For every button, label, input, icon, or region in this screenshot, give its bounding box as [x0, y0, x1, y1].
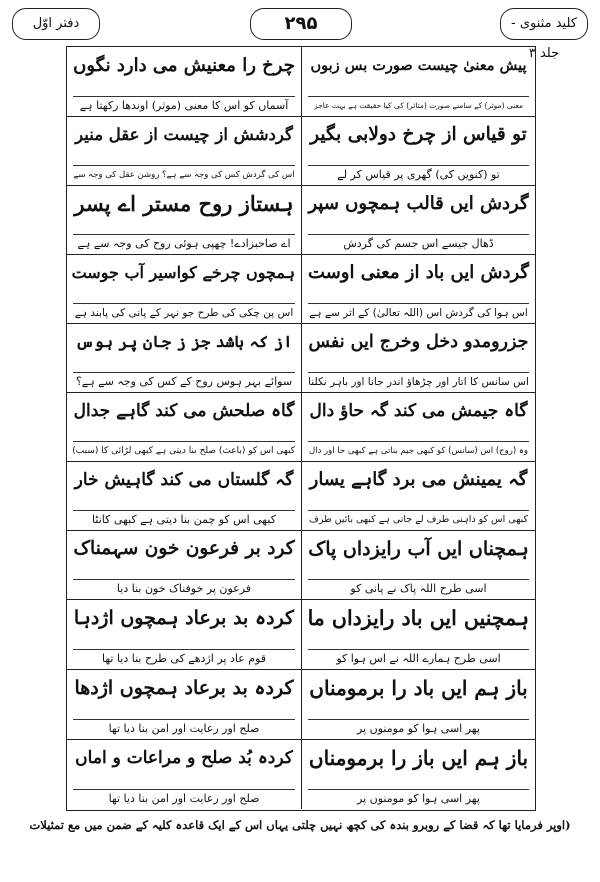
translation-text: صلح اور رعایت اور امن بنا دیا تھا [73, 719, 295, 736]
verse-text: ہمچنیں ایں باد رایزداں ما [307, 606, 529, 630]
page-header [12, 8, 588, 61]
translation-text: کبھی اس کو داہنی طرف لے جاتی ہے کبھی بائیں طرف [308, 510, 529, 527]
verse-row [67, 530, 535, 600]
verse-table [66, 46, 536, 811]
book-title: کلید مثنوی - جلد ۳ [500, 8, 588, 40]
translation-text: سوائے بہر ہوس روح کے کس کی وجہ سے ہے؟ [73, 372, 295, 389]
translation-text: وہ (روح) اس (سانس) کو کبھی جیم بناتی ہے کبھی حا اور دال [308, 441, 529, 458]
verse-text: گہ گلستاں می کند گاہیش خار [74, 470, 294, 490]
left-couplet [67, 254, 301, 323]
verse-row [67, 461, 535, 531]
verse-text: ہمچناں ایں آب رایزداں پاک [308, 538, 529, 560]
verse-text: باز ہم ایں باز را برمومناں [308, 746, 529, 770]
verse-text: گاہ صلحش می کند گاہے جدال [73, 401, 295, 421]
verse-row [67, 323, 535, 393]
left-couplet [67, 323, 301, 392]
footer-note: (اوپر فرمایا تھا کہ قضا کے روبرو بندہ کی کچھ نہیں چلتی یہاں اس کے ایک قاعدہ کلیہ کے ضمن میں مع تمثیلات [29, 818, 571, 832]
translation-text: اے صاحبزادے! چھپی ہوئی روح کی وجہ سے ہے [73, 234, 295, 251]
right-couplet [301, 47, 535, 116]
translation-text: اسی طرح اللہ پاک نے پانی کو [308, 579, 529, 596]
translation-text: معنی (موثر) کے سامنے صورت (متاثر) کی کیا حقیقت ہے بہت عاجز [308, 96, 529, 113]
translation-text: قوم عاد پر اژدھے کی طرح بنا دیا تھا [73, 649, 295, 666]
translation-text: آسماں کو اس کا معنی (موثر) اوندھا رکھتا ہے [73, 96, 295, 113]
verse-row [67, 669, 535, 740]
right-couplet [301, 530, 535, 599]
translation-text: کبھی اس کو چمن بنا دیتی ہے کبھی کانٹا [73, 510, 295, 527]
translation-text: اس سانس کا اتار اور چڑھاؤ اندر جانا اور باہر نکلنا [308, 372, 529, 389]
section-label: دفتر اوّل [12, 8, 100, 40]
verse-text: پیش معنیٰ چیست صورت بس زبوں [310, 57, 527, 74]
right-couplet [301, 669, 535, 739]
verse-text: کردہ بد برعاد ہمچوں اژدھا [74, 677, 294, 699]
translation-text: اس پن چکی کی طرح جو نہر کے پانی کی پابند ہے [73, 303, 295, 320]
left-couplet [67, 599, 301, 669]
translation-text: اس ہوا کی گردش اس (اللہ تعالیٰ) کے اثر سے ہے [308, 303, 529, 320]
translation-text: کبھی اس کو (باعث) صلح بنا دیتی ہے کبھی لڑائی کا (سبب) [73, 441, 295, 458]
translation-text: صلح اور رعایت اور امن بنا دیا تھا [73, 789, 295, 806]
translation-text: ڈھال جیسے اس جسم کی گردش [308, 234, 529, 251]
verse-text: گہ یمینش می برد گاہے یسار [309, 469, 528, 490]
verse-row [67, 392, 535, 462]
page-number: ۲۹۵ [250, 8, 352, 40]
left-couplet [67, 739, 301, 809]
verse-text: باز ہم ایں باد را برمومناں [309, 676, 528, 700]
verse-text: جزرومدو دخل وخرج ایں نفس [308, 332, 529, 352]
verse-row [67, 47, 535, 117]
left-couplet [67, 392, 301, 461]
translation-text: فرعون پر خوفناک خون بنا دیا [73, 579, 295, 596]
right-couplet [301, 323, 535, 392]
translation-text: اس کی گردش کس کی وجہ سے ہے؟ روشن عقل کی وجہ سے [73, 165, 295, 182]
verse-row [67, 116, 535, 186]
left-couplet [67, 47, 301, 116]
verse-row [67, 599, 535, 670]
verse-row [67, 185, 535, 255]
verse-text: گردش ایں قالب ہمچوں سپر [308, 193, 529, 214]
translation-text: پھر اسی ہوا کو مومنوں پر [308, 789, 529, 806]
left-couplet [67, 530, 301, 599]
translation-text: تو (کنویں کی) گھری پر قیاس کر لے [308, 165, 529, 182]
verse-text: کردہ بُد صلح و مراعات و اماں [75, 748, 293, 768]
verse-text: گردش ایں باد از معنی اوست [308, 262, 529, 283]
left-couplet [67, 116, 301, 185]
verse-text: گاہ جیمش می کند گہ حاؤ دال [309, 401, 528, 421]
verse-text: از کہ باشد جز ز جان پر ہوس [75, 332, 293, 351]
verse-row [67, 254, 535, 324]
verse-text: تو قیاس از چرخ دولابی بگیر [310, 124, 527, 145]
right-couplet [301, 739, 535, 809]
left-couplet [67, 185, 301, 254]
right-couplet [301, 392, 535, 461]
left-couplet [67, 669, 301, 739]
right-couplet [301, 254, 535, 323]
right-couplet [301, 116, 535, 185]
right-couplet [301, 461, 535, 530]
left-couplet [67, 461, 301, 530]
translation-text: اسی طرح ہمارے اللہ نے اس ہوا کو [308, 649, 529, 666]
verse-text: چرخ را معنیش می دارد نگوں [73, 55, 295, 76]
verse-text: کرد بر فرعون خون سہمناک [73, 538, 295, 559]
verse-text: کردہ بد برعاد ہمچوں اژدہا [73, 607, 295, 629]
verse-text: گردشش از چیست از عقل منیر [75, 125, 293, 144]
verse-text: ہمچوں چرخے کواسیر آب جوست [71, 263, 295, 282]
right-couplet [301, 185, 535, 254]
verse-row [67, 739, 535, 809]
translation-text: پھر اسی ہوا کو مومنوں پر [308, 719, 529, 736]
right-couplet [301, 599, 535, 669]
verse-text: ہستاز روح مستر اے پسر [74, 191, 294, 216]
